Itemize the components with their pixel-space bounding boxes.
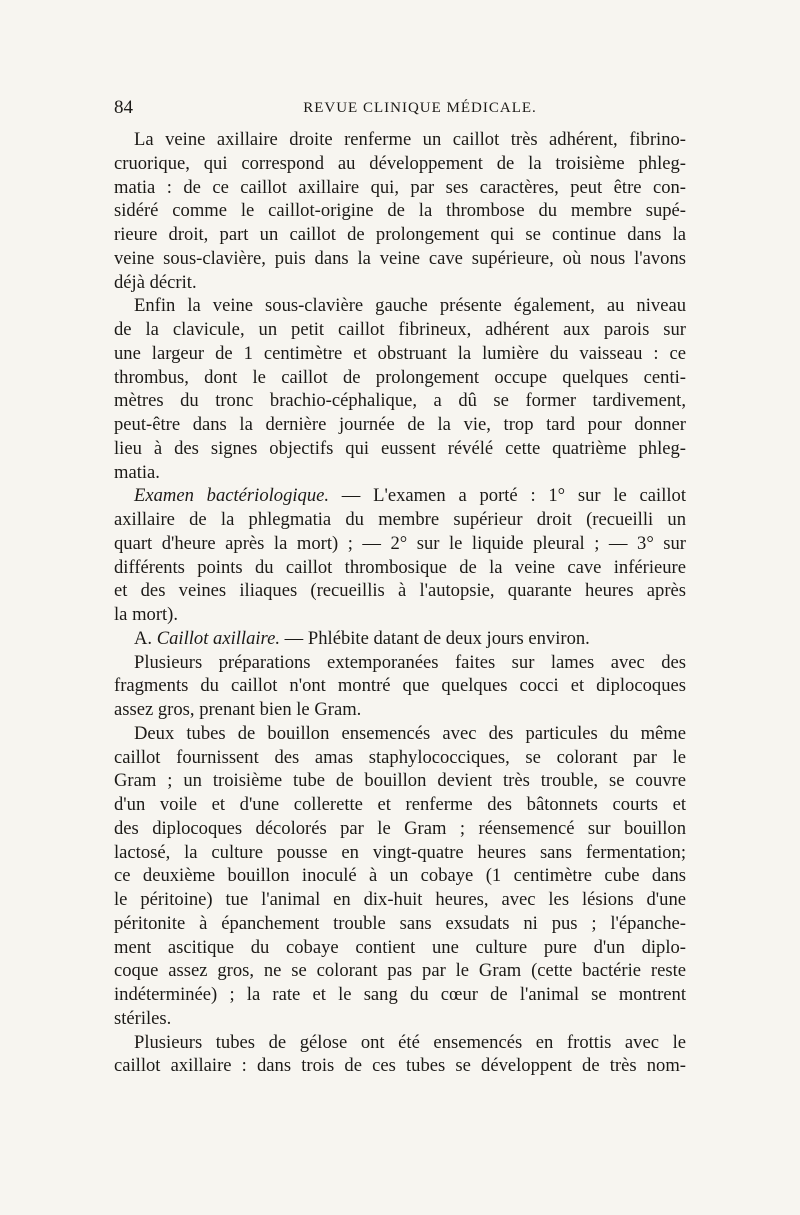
text-line: et des veines iliaques (recueillis à l'autopsie, quarante heures après [114, 580, 686, 602]
text-line: indéterminée) ; la rate et le sang du cœur de l'animal se montrent [114, 984, 686, 1005]
text-line: quart d'heure après la mort) ; — 2° sur le liquide pleural ; — 3° sur [114, 532, 686, 554]
text-line: le péritoine) tue l'animal en dix-huit heures, avec les lésions d'une [114, 889, 686, 910]
paragraph [114, 128, 686, 294]
text-line: mètres du tronc brachio-céphalique, a dû se former tardivement, [114, 390, 686, 412]
paragraph [114, 484, 686, 627]
text-line: Plusieurs préparations extemporanées faites sur lames avec des [134, 651, 686, 673]
text-line: caillot fournissent des amas staphylococciques, se colorant par le [114, 746, 686, 768]
text-run: — L'examen a porté : 1° sur le caillot [329, 485, 687, 507]
text-line: la mort). [114, 604, 179, 625]
text-line: matia. [114, 461, 160, 483]
running-title: REVUE CLINIQUE MÉDICALE. [303, 100, 537, 116]
text-line: d'un voile et d'une collerette et renferme des bâtonnets courts et [114, 794, 686, 815]
text-line: Plusieurs tubes de gélose ont été ensemencés en frottis avec le [134, 1031, 686, 1053]
text-line [114, 627, 686, 651]
section-heading-italic: Examen bactériologique. [134, 485, 330, 507]
text-line: caillot axillaire : dans trois de ces tubes se développent de très nom- [114, 1055, 686, 1077]
text-line: une largeur de 1 centimètre et obstruant la lumière du vaisseau : ce [114, 342, 686, 364]
text-line: différents points du caillot thrombosique de la veine cave inférieure [114, 556, 686, 578]
text-line: coque assez gros, ne se colorant pas par le Gram (cette bactérie reste [114, 960, 686, 982]
section-heading-italic: Caillot axillaire. [156, 627, 280, 649]
text-line: péritonite à épanchement trouble sans exsudats ni pus ; l'épanche- [114, 912, 686, 934]
text-line: fragments du caillot n'ont montré que quelques cocci et diplocoques [114, 675, 686, 697]
text-line: ce deuxième bouillon inoculé à un cobaye (1 centimètre cube dans [114, 865, 686, 887]
body-text [114, 128, 686, 1078]
text-line: ment ascitique du cobaye contient une culture pure d'un diplo- [114, 936, 686, 958]
paragraph [114, 294, 686, 484]
text-line: Enfin la veine sous-clavière gauche présente également, au niveau [134, 295, 686, 317]
paragraph [114, 1031, 686, 1079]
paragraph [114, 722, 686, 1031]
text-line: La veine axillaire droite renferme un caillot très adhérent, fibrino- [134, 129, 686, 150]
text-line: stériles. [114, 1007, 172, 1029]
page-number: 84 [114, 97, 133, 118]
paragraph [114, 627, 686, 651]
text-line: matia : de ce caillot axillaire qui, par ses caractères, peut être con- [114, 176, 686, 198]
text-line: des diplocoques décolorés par le Gram ; réensemencé sur bouillon [114, 817, 686, 839]
text-line: veine sous-clavière, puis dans la veine cave supérieure, où nous l'avons [114, 247, 686, 269]
text-line: sidéré comme le caillot-origine de la thrombose du membre supé- [114, 200, 686, 222]
text-line: lactosé, la culture pousse en vingt-quatre heures sans fermentation; [114, 841, 686, 863]
text-line: Deux tubes de bouillon ensemencés avec des particules du même [134, 722, 686, 744]
text-line: axillaire de la phlegmatia du membre supérieur droit (recueilli un [114, 509, 686, 530]
text-line: déjà décrit. [114, 271, 197, 293]
page-header [114, 96, 686, 120]
text-line: de la clavicule, un petit caillot fibrineux, adhérent aux parois sur [114, 319, 686, 340]
text-run: — Phlébite datant de deux jours environ. [280, 627, 590, 649]
text-line: lieu à des signes objectifs qui eussent révélé cette quatrième phleg- [114, 437, 686, 459]
text-line: assez gros, prenant bien le Gram. [114, 699, 362, 720]
text-line: thrombus, dont le caillot de prolongement occupe quelques centi- [114, 366, 686, 388]
text-line: Gram ; un troisième tube de bouillon devient très trouble, se couvre [114, 770, 686, 792]
text-line: rieure droit, part un caillot de prolongement qui se continue dans la [114, 224, 686, 245]
paragraph [114, 651, 686, 722]
text-line: cruorique, qui correspond au développement de la troisième phleg- [114, 152, 686, 174]
text-run: A. [134, 627, 157, 649]
text-line [114, 484, 686, 508]
text-line: peut-être dans la dernière journée de la vie, trop tard pour donner [114, 414, 686, 435]
